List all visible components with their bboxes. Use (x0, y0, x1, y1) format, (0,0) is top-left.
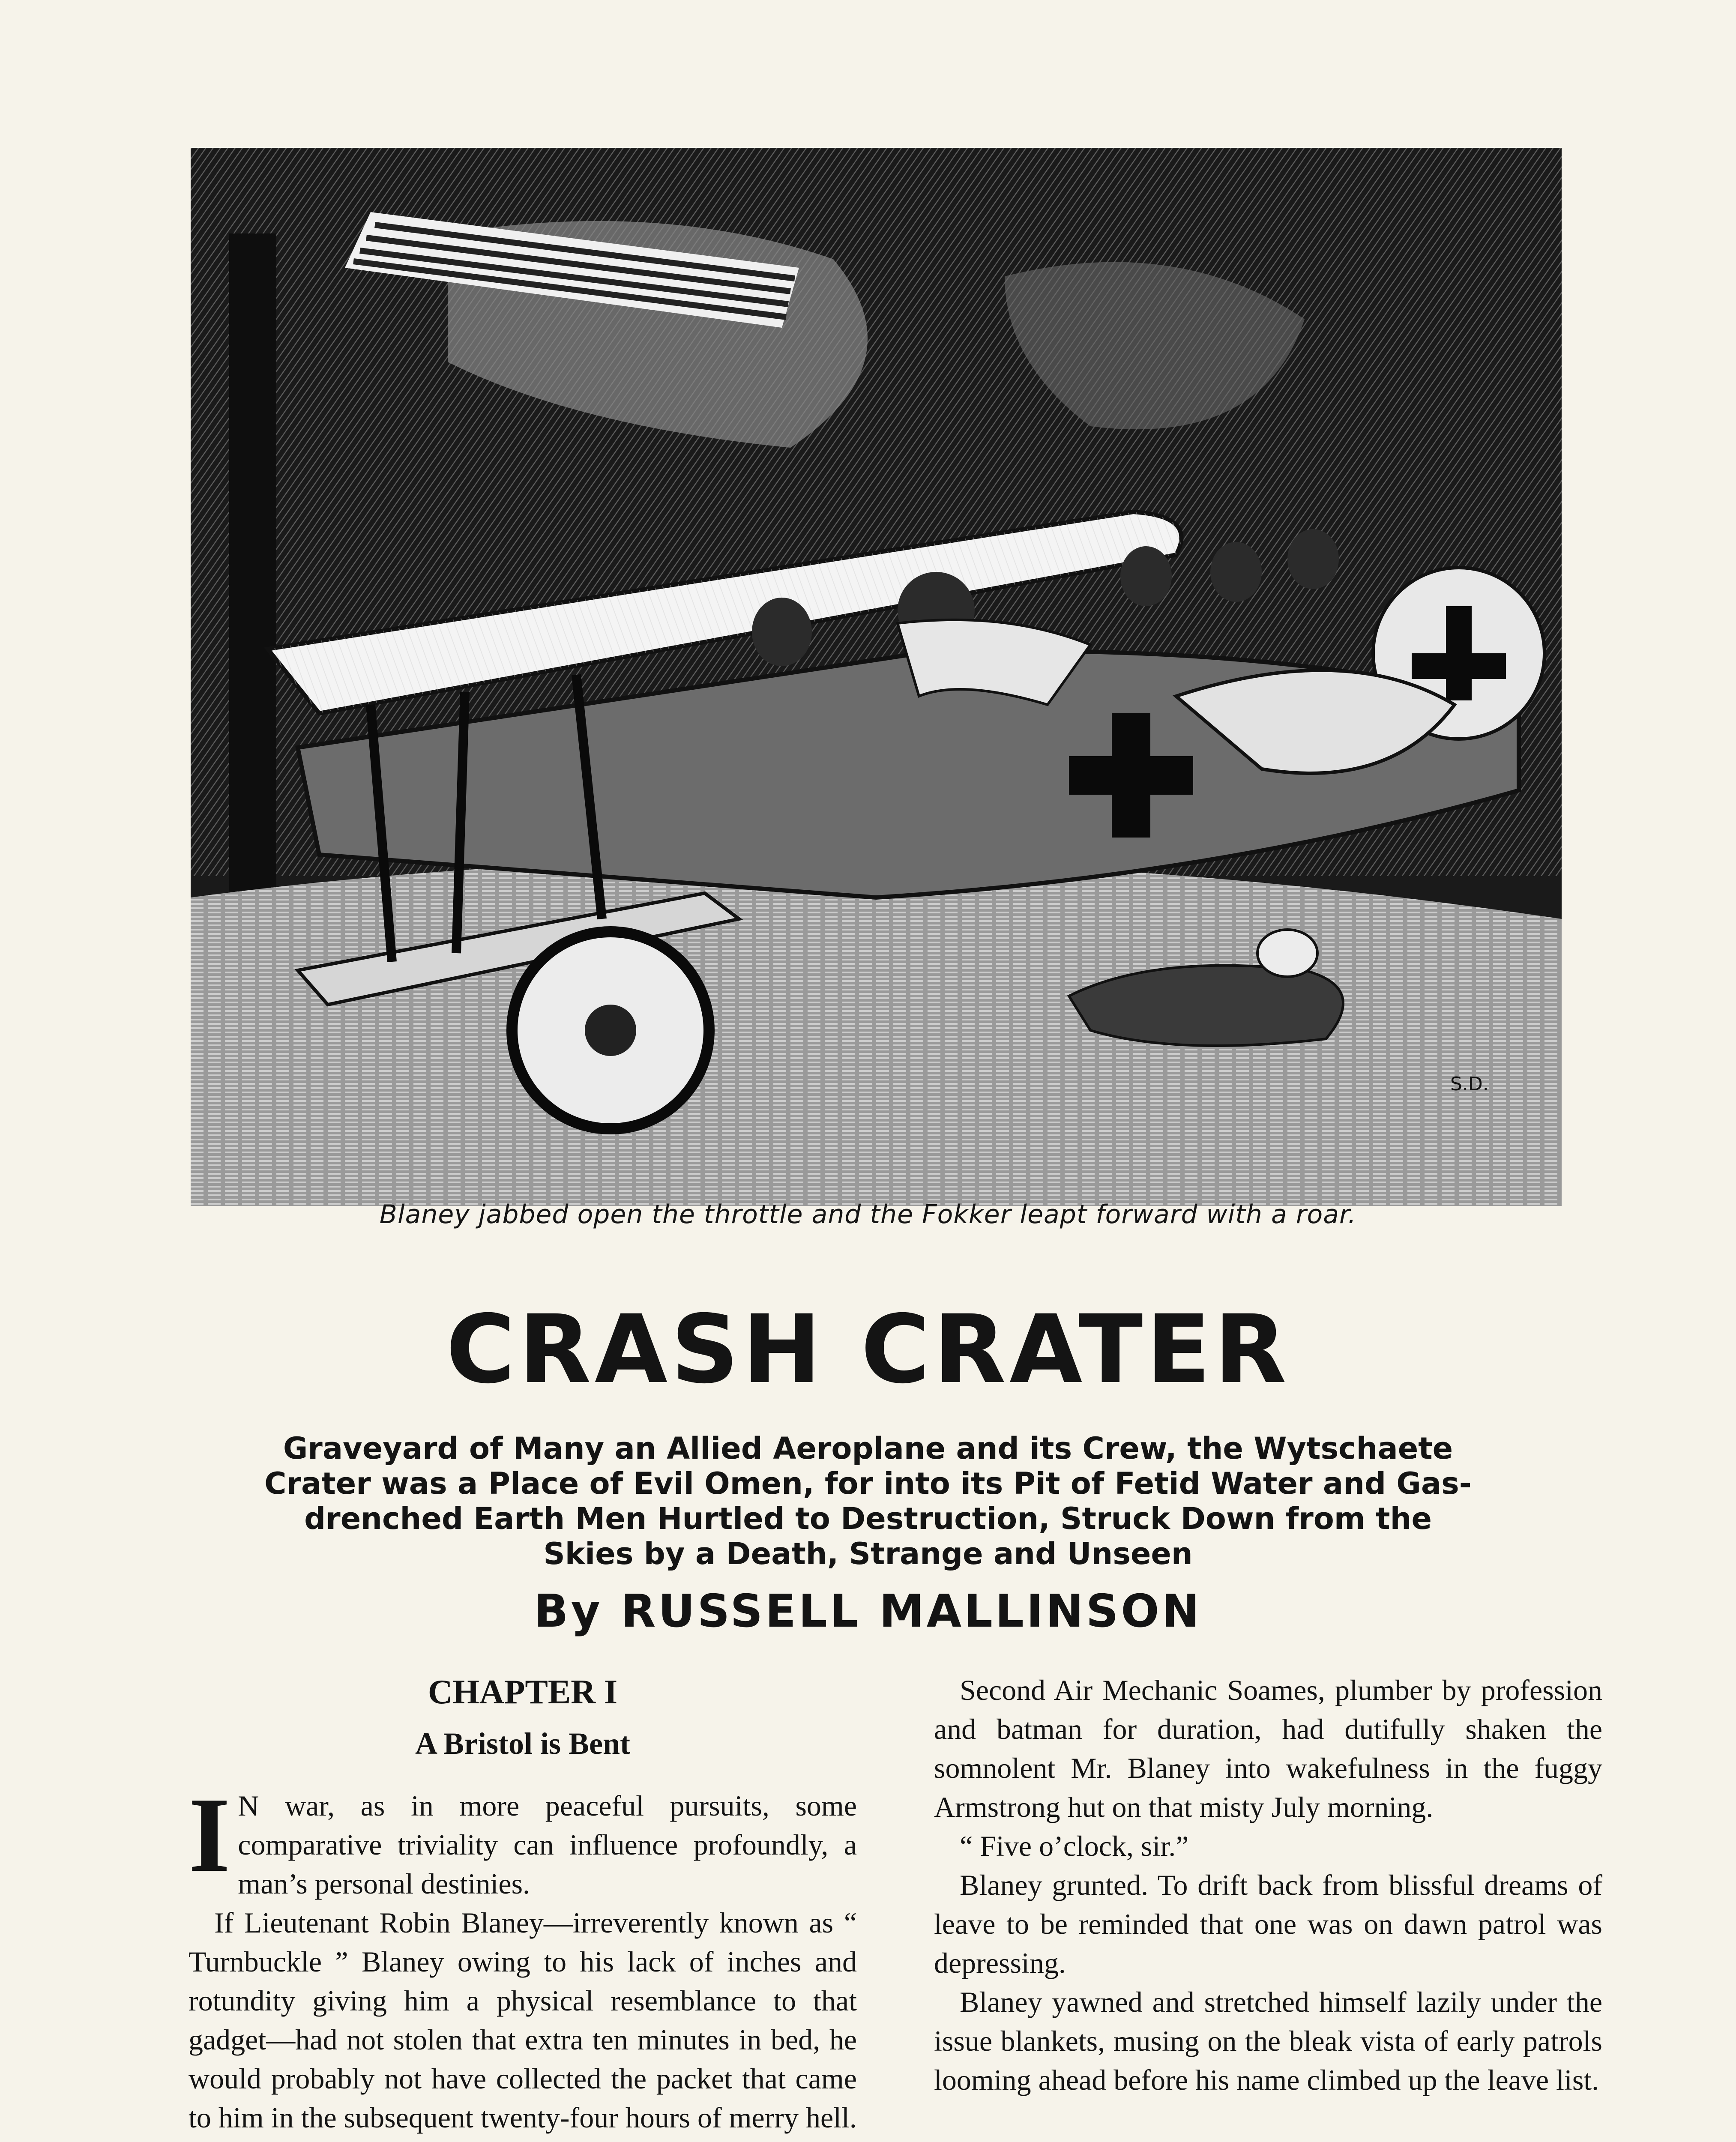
illustration-biplane (191, 148, 1562, 1206)
byline: By RUSSELL MALLINSON (534, 1585, 1202, 1637)
paragraph-1-text: N war, as in more peaceful pursuits, some comparative triviality can influence profoundly, a man’s personal destinies. (238, 1789, 857, 1900)
drop-cap: I (189, 1776, 230, 1894)
paragraph-5: Blaney grunted. To drift back from blissful dreams of leave to be reminded that one was on dawn patrol was depressing. (934, 1869, 1602, 1979)
illustration-caption: Blaney jabbed open the throttle and the Fokker leapt forward with a roar. (379, 1200, 1357, 1230)
artist-mark: S.D. (1450, 1073, 1489, 1095)
paragraph-3: Second Air Mechanic Soames, plumber by profession and batman for duration, had dutifully shaken the somnolent Mr. Blaney into wakefulness in the fuggy Armstrong hut on that misty July morning. (934, 1674, 1602, 1823)
left-column (189, 1671, 857, 2137)
right-column (934, 1671, 1602, 2100)
story-subtitle: Graveyard of Many an Allied Aeroplane and its Crew, the Wytschaete Crater was a Place of Evil Omen, for into its Pit of Fetid Water and Gas-drenched Earth Men Hurtled to Destruction, Struck Down from the Skies by a Death, Strange and Unseen (264, 1431, 1472, 1571)
story-title: CRASH CRATER (446, 1295, 1290, 1404)
chapter-heading: CHAPTER I (428, 1673, 618, 1711)
chapter-title: A Bristol is Bent (415, 1726, 631, 1761)
paragraph-6: Blaney yawned and stretched himself lazily under the issue blankets, musing on the bleak vista of early patrols looming ahead before his name climbed up the leave list. (934, 1986, 1602, 2096)
paragraph-1 (189, 1776, 857, 1903)
paragraph-4: “ Five o’clock, sir.” (960, 1830, 1189, 1862)
paragraph-2: If Lieutenant Robin Blaney—irreverently known as “ Turnbuckle ” Blaney owing to his lack of inches and rotundity giving him a physical resemblance to that gadget—had not stolen that extra ten minutes in bed, he would probably not have collected the packet that came to him in the subsequent twenty-four hours of merry hell. (189, 1906, 857, 2134)
